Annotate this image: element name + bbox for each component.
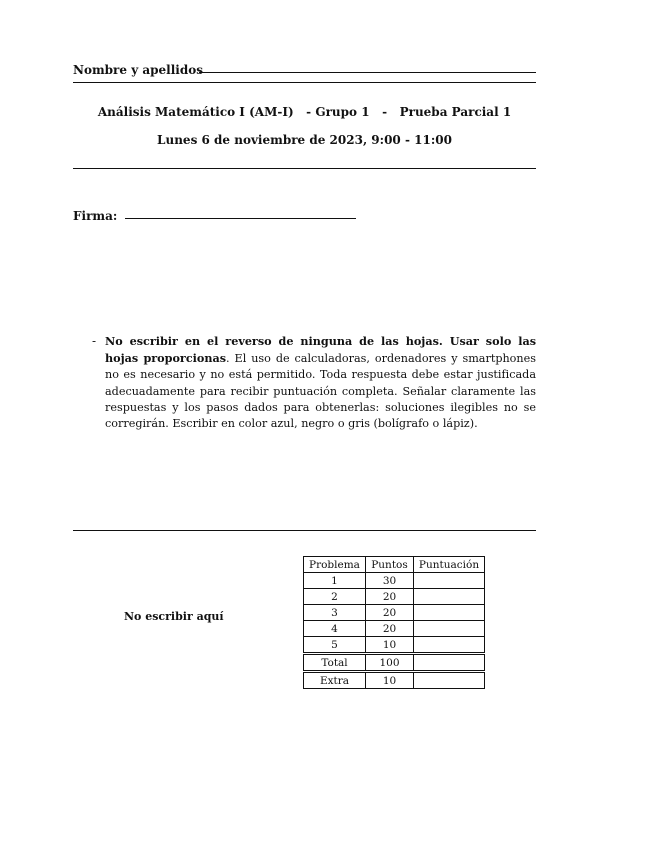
score-cell[interactable] — [414, 605, 485, 621]
exam-title: Análisis Matemático I (AM-I) - Grupo 1 - Prueba Parcial 1 — [97, 105, 512, 119]
header-top-rule — [73, 82, 536, 83]
total-row — [304, 655, 485, 671]
total-score-cell[interactable] — [414, 655, 485, 671]
table-row — [304, 637, 485, 653]
signature-label: Firma: — [73, 209, 118, 223]
table-row — [304, 621, 485, 637]
extra-score-cell[interactable] — [414, 673, 485, 689]
score-cell[interactable] — [414, 573, 485, 589]
extra-points-cell: 10 — [366, 673, 414, 689]
grading-table-header — [304, 557, 485, 573]
extra-label-cell: Extra — [304, 673, 366, 689]
name-label: Nombre y apellidos — [73, 63, 203, 77]
header-problem: Problema — [304, 557, 366, 573]
points-cell: 30 — [366, 573, 414, 589]
points-cell: 20 — [366, 621, 414, 637]
extra-row — [304, 673, 485, 689]
exam-date: Lunes 6 de noviembre de 2023, 9:00 - 11:00 — [157, 133, 452, 147]
points-cell: 20 — [366, 589, 414, 605]
total-label-cell: Total — [304, 655, 366, 671]
grading-table — [303, 556, 485, 689]
table-row — [304, 605, 485, 621]
problem-cell: 4 — [304, 621, 366, 637]
instructions-bold-text: No escribir en el reverso de ninguna de las hojas. Usar solo las hojas proporcionas — [105, 334, 536, 366]
instruction-bullet: - — [92, 334, 97, 348]
problem-cell: 1 — [304, 573, 366, 589]
score-cell[interactable] — [414, 621, 485, 637]
table-row — [304, 589, 485, 605]
points-cell: 20 — [366, 605, 414, 621]
grading-separator-rule — [73, 530, 536, 531]
no-write-label: No escribir aquí — [124, 610, 224, 623]
header-score: Puntuación — [414, 557, 485, 573]
problem-cell: 5 — [304, 637, 366, 653]
table-row — [304, 573, 485, 589]
header-points: Puntos — [366, 557, 414, 573]
points-cell: 10 — [366, 637, 414, 653]
header-bottom-rule — [73, 168, 536, 169]
instructions-paragraph — [105, 333, 536, 432]
total-points-cell: 100 — [366, 655, 414, 671]
problem-cell: 2 — [304, 589, 366, 605]
instructions-text: . El uso de calculadoras, ordenadores y smartphones no es necesario y no está permitido. Toda respuesta debe estar justificada adecuadamente para recibir puntuación completa. Señalar claramente las respuestas y los pasos dados para obtenerlas: soluciones ilegibles no se corregirán. Escribir en color azul, negro o gris (bolígrafo o lápiz). — [105, 352, 536, 431]
problem-cell: 3 — [304, 605, 366, 621]
signature-line[interactable] — [125, 218, 356, 219]
score-cell[interactable] — [414, 637, 485, 653]
name-field-line[interactable] — [199, 72, 536, 73]
score-cell[interactable] — [414, 589, 485, 605]
grading-table-wrapper — [303, 556, 485, 689]
